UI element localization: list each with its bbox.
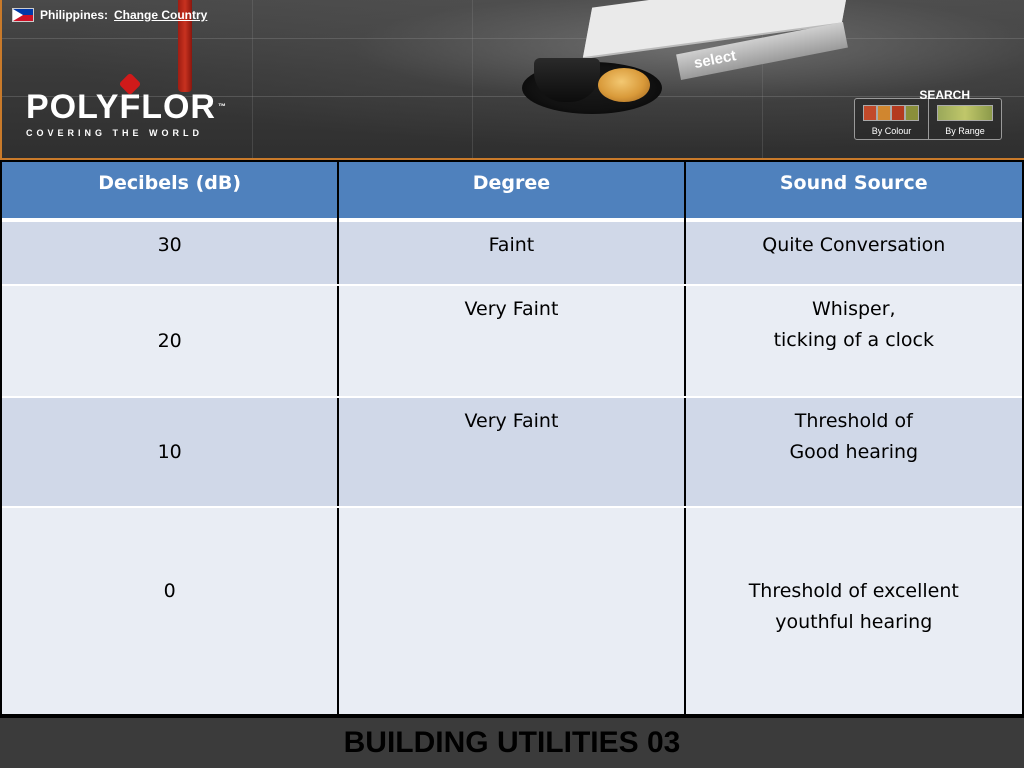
search-by-range-button[interactable] xyxy=(928,99,1001,139)
cell-sound-source: Whisper, ticking of a clock xyxy=(686,286,1022,396)
cell-decibels: 10 xyxy=(2,398,337,506)
header-sound-source: Sound Source xyxy=(686,162,1022,222)
table-row xyxy=(2,222,1022,284)
search-by-colour-button[interactable] xyxy=(855,99,928,139)
table-row xyxy=(2,286,1022,396)
header-decibels: Decibels (dB) xyxy=(2,162,337,222)
country-selector xyxy=(12,6,207,24)
polyflor-logo[interactable] xyxy=(26,90,227,138)
country-label: Philippines: xyxy=(40,8,109,22)
change-country-link[interactable]: Change Country xyxy=(114,8,208,22)
cell-decibels: 0 xyxy=(2,508,337,714)
cell-sound-source: Threshold of excellent youthful hearing xyxy=(686,508,1022,714)
cell-degree: Very Faint xyxy=(339,398,683,506)
footer-title: BUILDING UTILITIES 03 xyxy=(343,726,681,759)
logo-tagline: COVERING THE WORLD xyxy=(26,128,203,138)
search-title: SEARCH xyxy=(919,88,970,102)
pastry-image xyxy=(598,68,650,102)
by-range-label: By Range xyxy=(945,126,985,136)
by-colour-label: By Colour xyxy=(871,126,912,136)
cell-degree: Faint xyxy=(339,222,683,284)
table-header-row xyxy=(2,162,1022,222)
cell-degree xyxy=(339,508,683,714)
table-row xyxy=(2,508,1022,714)
magazine-spine-text: select xyxy=(676,22,848,80)
website-banner xyxy=(0,0,1024,160)
philippines-flag-icon xyxy=(12,8,34,22)
logo-wordmark: POLYFLOR xyxy=(26,88,216,126)
cell-decibels: 30 xyxy=(2,222,337,284)
logo-trademark: ™ xyxy=(218,102,227,111)
cell-decibels: 20 xyxy=(2,286,337,396)
cell-sound-source: Quite Conversation xyxy=(686,222,1022,284)
search-panel xyxy=(854,88,1000,136)
cell-sound-source: Threshold of Good hearing xyxy=(686,398,1022,506)
table-row xyxy=(2,398,1022,506)
header-degree: Degree xyxy=(339,162,683,222)
slide-footer xyxy=(0,718,1024,768)
decibel-table xyxy=(0,162,1024,714)
cell-degree: Very Faint xyxy=(339,286,683,396)
magazine-image xyxy=(572,0,872,73)
